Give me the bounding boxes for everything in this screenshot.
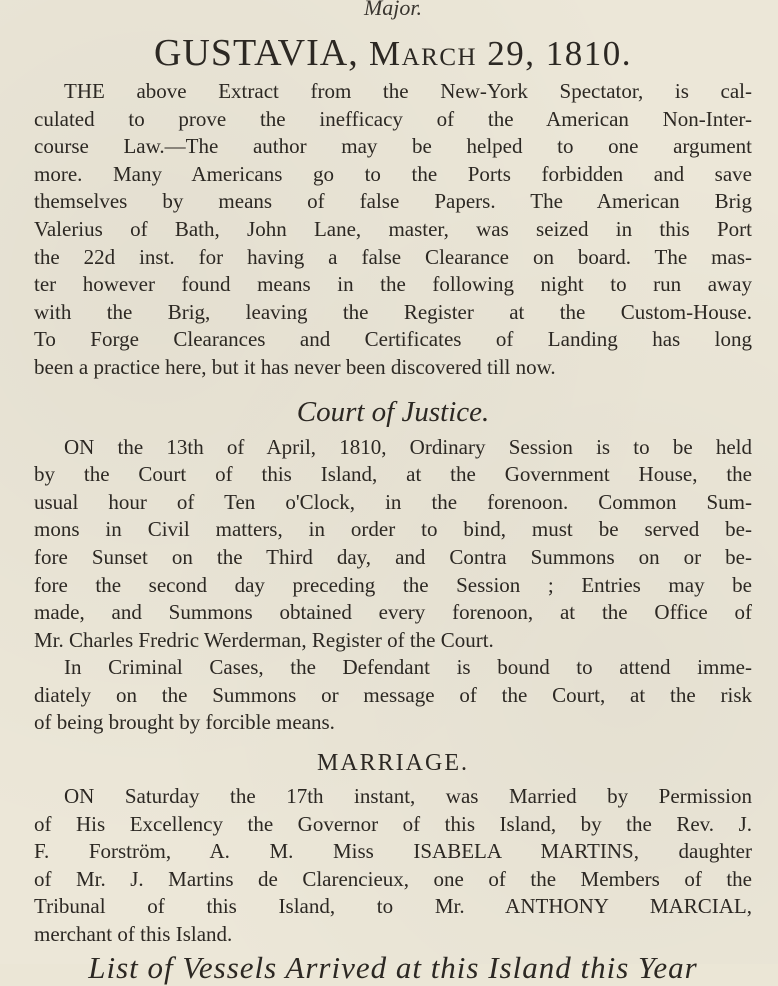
text-line: usual hour of Ten o'Clock, in the forenoon. Common Sum-	[34, 489, 752, 514]
text-line: more. Many Americans go to the Ports forbidden and save	[34, 161, 752, 186]
text-line: To Forge Clearances and Certificates of Landing has long	[34, 327, 752, 352]
text-line: In Criminal Cases, the Defendant is bound to attend imme-	[64, 655, 752, 680]
text-line: ON the 13th of April, 1810, Ordinary Session is to be held	[64, 434, 752, 459]
text-line: the 22d inst. for having a false Clearance on board. The mas-	[34, 244, 752, 269]
text-line: with the Brig, leaving the Register at the Custom-House.	[34, 299, 752, 324]
court-heading: Court of Justice.	[296, 395, 490, 428]
bottom-fragment: List of Vessels Arrived at this Island this Year	[88, 950, 698, 985]
text-line: made, and Summons obtained every forenoon, at the Office of	[34, 600, 752, 625]
text-line: Mr. Charles Fredric Werderman, Register of the Court.	[34, 627, 494, 652]
text-line: diately on the Summons or message of the Court, at the risk	[34, 682, 752, 707]
masthead-city: GUSTAVIA,	[153, 32, 359, 74]
text-line: fore the second day preceding the Session ; Entries may be	[34, 572, 752, 597]
text-line: of His Excellency the Governor of this Island, by the Rev. J.	[34, 811, 752, 836]
court-notice	[34, 434, 752, 655]
text-line: THE above Extract from the New-York Spectator, is cal-	[64, 79, 752, 103]
top-fragment: Major.	[363, 0, 423, 20]
text-line: been a practice here, but it has never been discovered till now.	[34, 354, 556, 379]
text-line: mons in Civil matters, in order to bind, must be served be-	[34, 517, 752, 542]
text-line: Valerius of Bath, John Lane, master, was seized in this Port	[34, 216, 752, 241]
marriage-heading: MARRIAGE.	[316, 750, 469, 777]
text-line: culated to prove the inefficacy of the American Non-Inter-	[34, 106, 752, 131]
text-line: themselves by means of false Papers. The American Brig	[34, 189, 752, 214]
text-line: ON Saturday the 17th instant, was Married by Permission	[64, 784, 752, 809]
text-line: by the Court of this Island, at the Government House, the	[34, 462, 752, 487]
text-line: fore Sunset on the Third day, and Contra Summons on or be-	[34, 544, 752, 569]
masthead-date: March 29, 1810.	[368, 34, 633, 73]
masthead	[34, 28, 752, 78]
text-line: merchant of this Island.	[34, 922, 233, 947]
court-notice-criminal	[34, 654, 752, 737]
marriage-notice	[34, 783, 752, 949]
text-line: of Mr. J. Martins de Clarencieux, one of the Members of the	[34, 866, 752, 891]
text-line: course Law.—The author may be helped to one argument	[34, 134, 752, 159]
text-line: ter however found means in the following night to run away	[34, 272, 752, 297]
text-line: F. Forström, A. M. Miss ISABELA MARTINS, daughter	[34, 839, 752, 864]
text-line: Tribunal of this Island, to Mr. ANTHONY MARCIAL,	[34, 894, 752, 919]
article-extract	[34, 78, 752, 382]
text-line: of being brought by forcible means.	[34, 710, 335, 735]
